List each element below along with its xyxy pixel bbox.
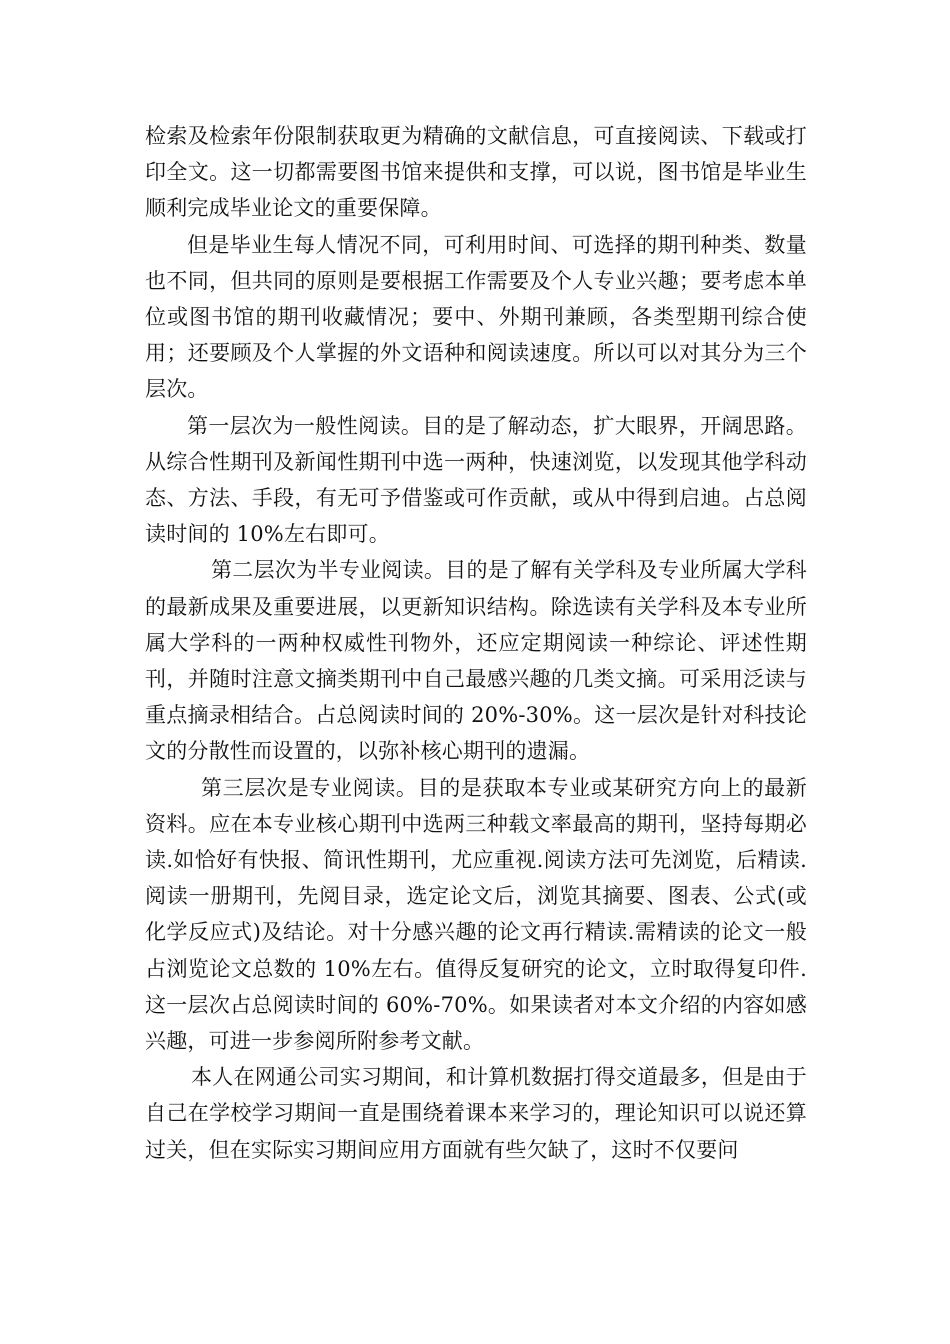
paragraph-reading-principles: 但是毕业生每人情况不同，可利用时间、可选择的期刊种类、数量也不同，但共同的原则是要根据工作需要及个人专业兴趣；要考虑本单位或图书馆的期刊收藏情况；要中、外期刊兼顾，各类型期刊综合使用；还要顾及个人掌握的外文语种和阅读速度。所以可以对其分为三个层次。 (145, 232, 807, 402)
document-body (145, 118, 807, 1168)
paragraph-level-two: 第二层次为半专业阅读。目的是了解有关学科及专业所属大学科的最新成果及重要进展，以更新知识结构。除选读有关学科及本专业所属大学科的一两种权威性刊物外，还应定期阅读一种综论、评述性期刊，并随时注意文摘类期刊中自己最感兴趣的几类文摘。可采用泛读与重点摘录相结合。占总阅读时间的 20%-30%。这一层次是针对科技论文的分散性而设置的，以弥补核心期刊的遗漏。 (145, 558, 807, 764)
paragraph-level-three: 第三层次是专业阅读。目的是获取本专业或某研究方向上的最新资料。应在本专业核心期刊中选两三种载文率最高的期刊，坚持每期必读.如恰好有快报、简讯性期刊，尤应重视.阅读方法可先浏览，后精读.阅读一册期刊，先阅目录，选定论文后，浏览其摘要、图表、公式(或化学反应式)及结论。对十分感兴趣的论文再行精读.需精读的论文一般占浏览论文总数的 10%左右。值得反复研究的论文，立时取得复印件.这一层次占总阅读时间的 60%-70%。如果读者对本文介绍的内容如感兴趣，可进一步参阅所附参考文献。 (145, 775, 807, 1054)
paragraph-level-one: 第一层次为一般性阅读。目的是了解动态，扩大眼界，开阔思路。从综合性期刊及新闻性期刊中选一两种，快速浏览，以发现其他学科动态、方法、手段，有无可予借鉴或可作贡献，或从中得到启迪。占总阅读时间的 10%左右即可。 (145, 413, 807, 547)
paragraph-internship: 本人在网通公司实习期间，和计算机数据打得交道最多，但是由于自己在学校学习期间一直是围绕着课本来学习的，理论知识可以说还算过关，但在实际实习期间应用方面就有些欠缺了，这时不仅要问 (145, 1065, 807, 1162)
paragraph-library-support: 检索及检索年份限制获取更为精确的文献信息，可直接阅读、下载或打印全文。这一切都需要图书馆来提供和支撑，可以说，图书馆是毕业生顺利完成毕业论文的重要保障。 (145, 124, 807, 221)
